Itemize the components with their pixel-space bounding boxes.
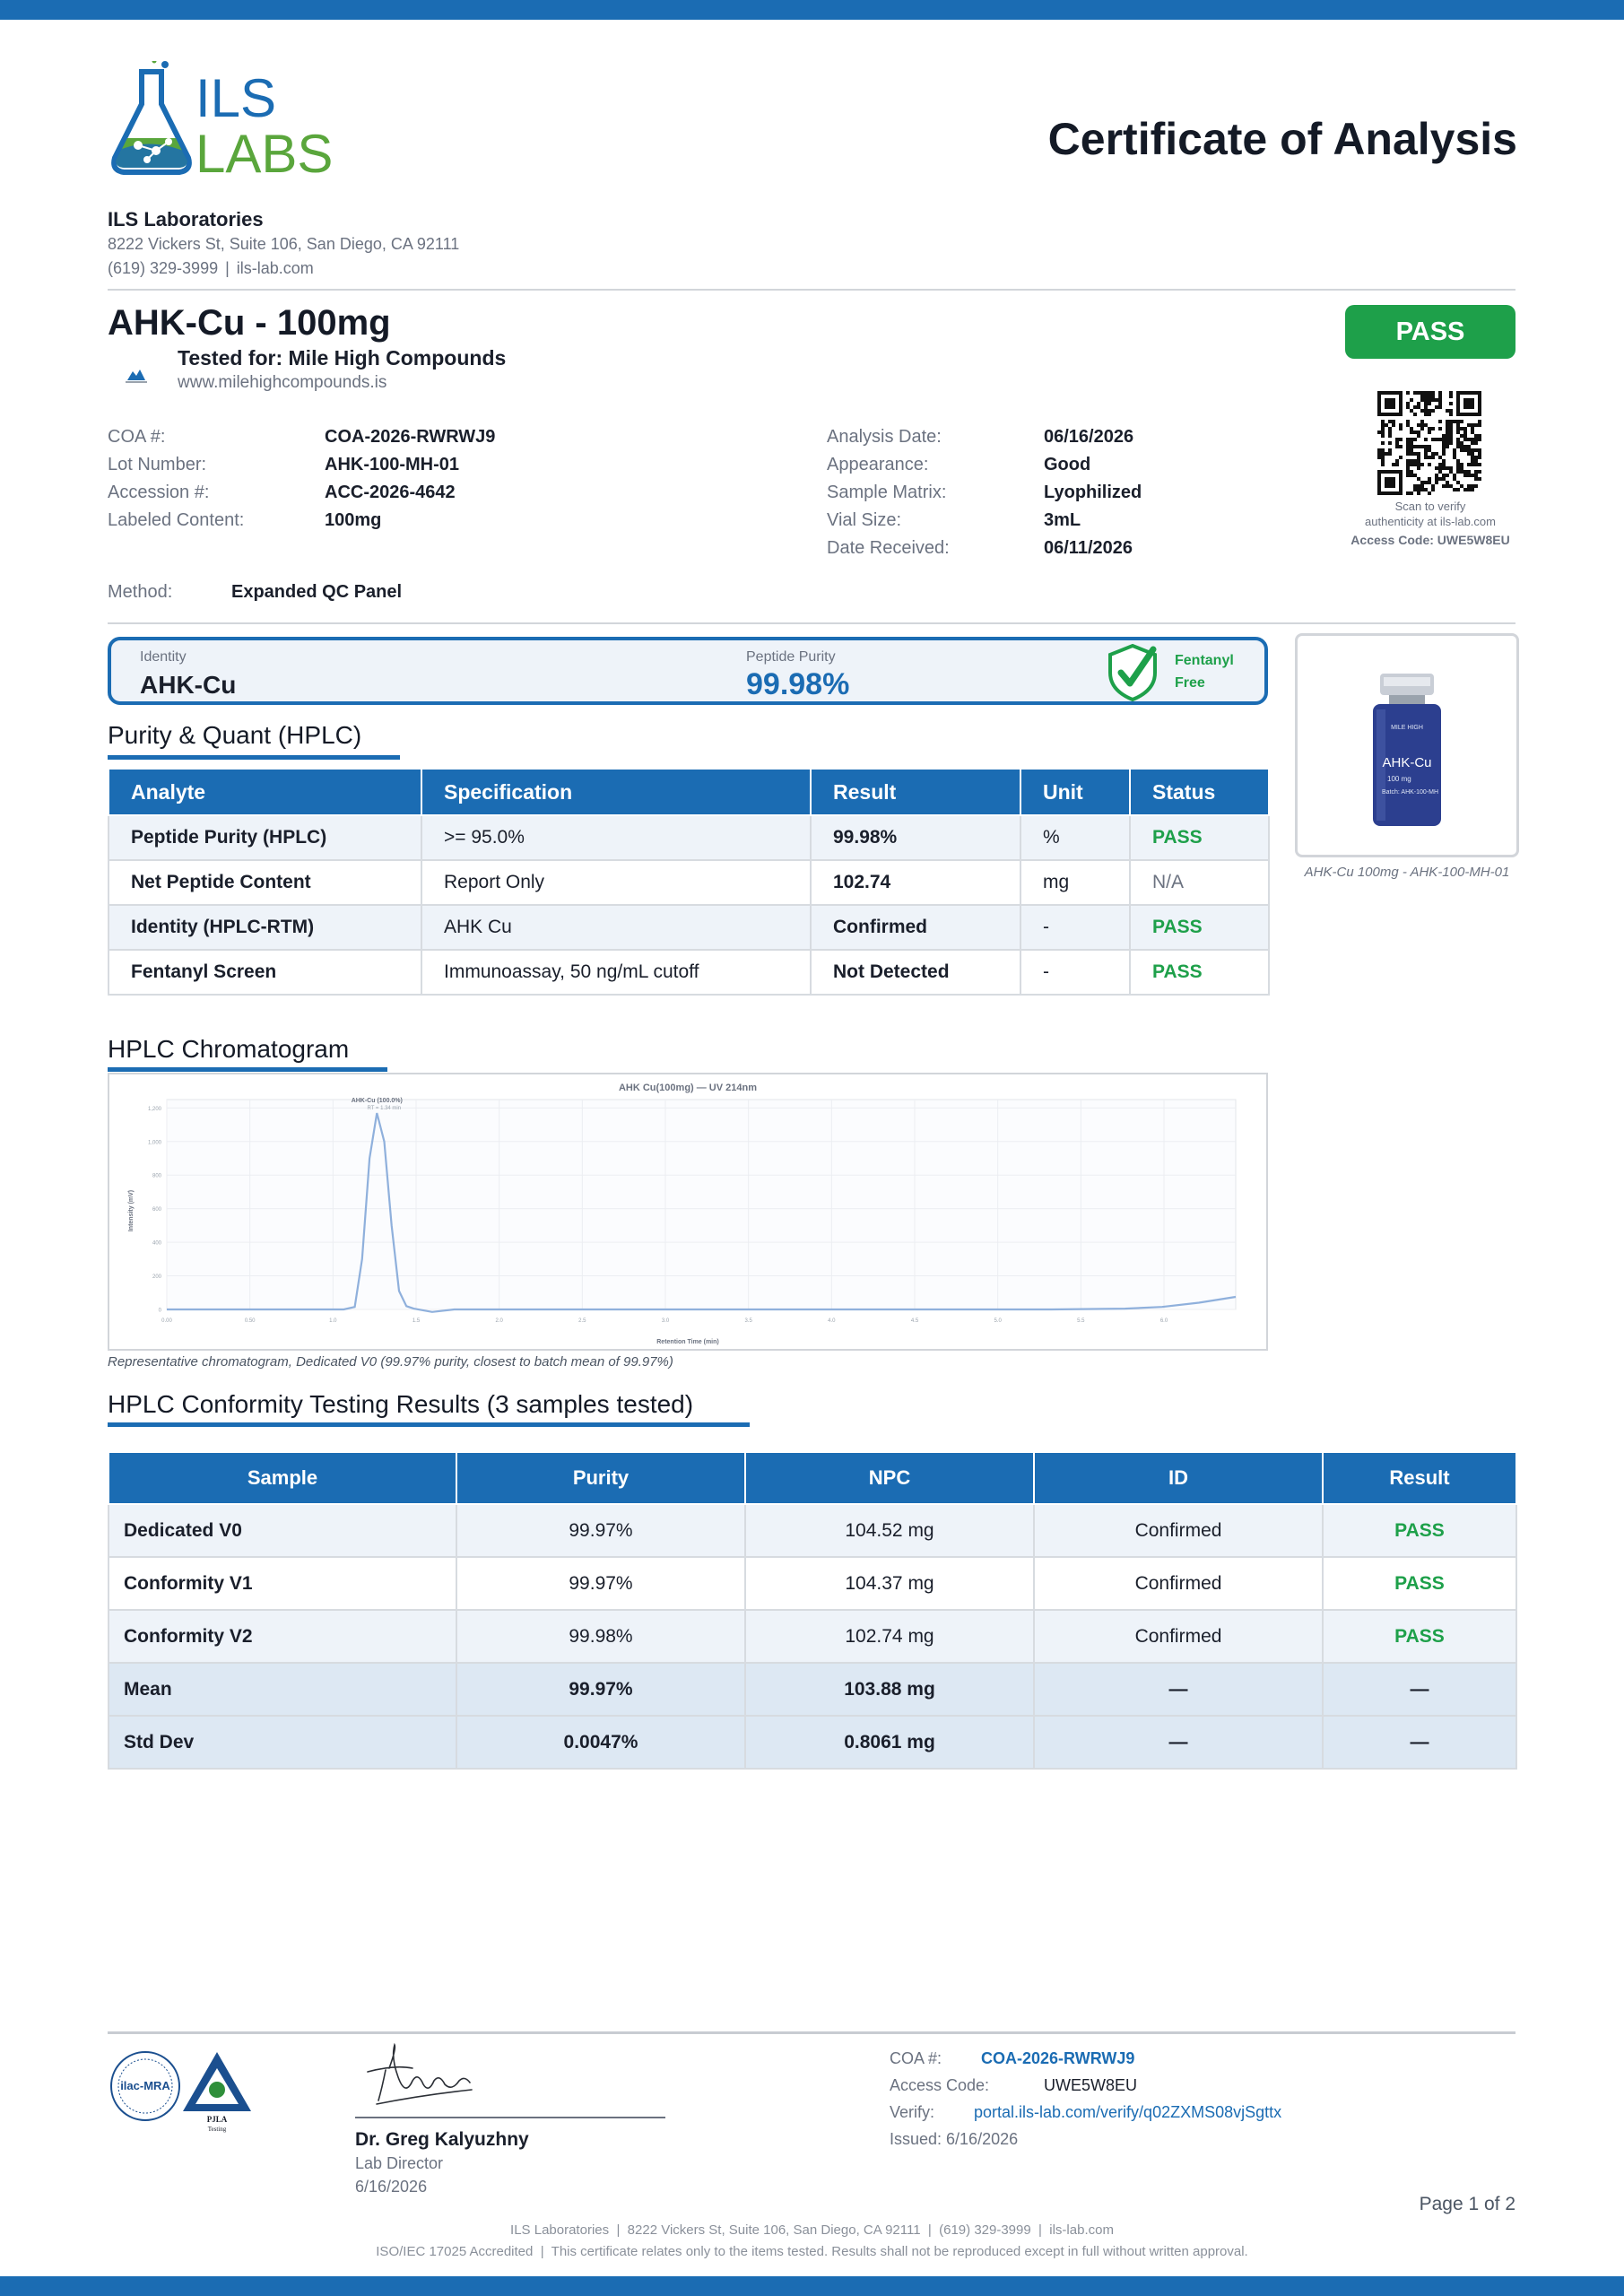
conformity-table — [108, 1451, 1517, 1770]
verify-link[interactable]: portal.ils-lab.com/verify/q02ZXMS08vjSgttx — [974, 2103, 1282, 2121]
x-tick-label: 5.5 — [1077, 1318, 1085, 1324]
labeled-content-label: Labeled Content: — [108, 510, 245, 530]
result-cell: Not Detected — [811, 950, 1020, 995]
result-cell: PASS — [1323, 1504, 1516, 1557]
header-unit: Unit — [1020, 769, 1130, 815]
lot-number-label: Lot Number: — [108, 455, 207, 474]
chart-plot-area — [167, 1097, 1236, 1309]
sample-matrix-value: Lyophilized — [1044, 483, 1142, 502]
y-axis-label: Intensity (mV) — [128, 1189, 135, 1232]
accession-value: ACC-2026-4642 — [325, 483, 456, 502]
shield-check-icon — [1103, 642, 1162, 708]
id-cell: — — [1034, 1716, 1323, 1769]
id-cell: Confirmed — [1034, 1504, 1323, 1557]
pjla-testing-text: Testing — [207, 2126, 227, 2133]
sample-cell: Conformity V2 — [109, 1610, 456, 1663]
footer-coa-label: COA #: — [890, 2049, 942, 2067]
y-tick-label: 0 — [158, 1308, 161, 1314]
sample-cell: Std Dev — [109, 1716, 456, 1769]
logo-text-labs: LABS — [195, 124, 334, 182]
footer-coa-value: COA-2026-RWRWJ9 — [981, 2049, 1135, 2067]
lab-name: ILS Laboratories — [108, 208, 264, 230]
footer-verify-label: Verify: — [890, 2103, 935, 2121]
identity-value: AHK-Cu — [140, 671, 237, 699]
specification-cell: Report Only — [421, 860, 811, 905]
vial-brand-text: MILE HIGH — [1391, 725, 1423, 731]
qr-scan-text: Scan to verify — [1394, 500, 1466, 513]
result-cell: 102.74 — [811, 860, 1020, 905]
table-row — [109, 815, 1269, 860]
purity-cell: 99.97% — [456, 1504, 745, 1557]
method-value: Expanded QC Panel — [231, 582, 403, 602]
table-row — [109, 1504, 1516, 1557]
status-cell: PASS — [1130, 905, 1269, 950]
free-text: Free — [1175, 675, 1205, 691]
product-image-caption: AHK-Cu 100mg - AHK-100-MH-01 — [1304, 865, 1510, 880]
pjla-text: PJLA — [206, 2115, 228, 2124]
sample-cell: Mean — [109, 1663, 456, 1716]
header-specification: Specification — [421, 769, 811, 815]
fentanyl-text: Fentanyl — [1175, 653, 1234, 668]
x-tick-label: 5.0 — [994, 1318, 1002, 1324]
chromatogram-caption: Representative chromatogram, Dedicated V0 (99.97% purity, closest to batch mean of 99.97%) — [108, 1354, 673, 1370]
y-tick-label: 400 — [152, 1240, 161, 1247]
y-tick-label: 200 — [152, 1274, 161, 1281]
x-tick-label: 0.00 — [161, 1318, 172, 1324]
peptide-purity-value: 99.98% — [746, 667, 850, 701]
identity-label: Identity — [140, 649, 187, 665]
table-row — [109, 905, 1269, 950]
x-tick-label: 2.5 — [578, 1318, 586, 1324]
header-result: Result — [1323, 1452, 1516, 1504]
summary-row-std-dev — [109, 1716, 1516, 1769]
vial-image — [1298, 636, 1516, 855]
coa-number-label: COA #: — [108, 427, 166, 447]
specification-cell: Immunoassay, 50 ng/mL cutoff — [421, 950, 811, 995]
labeled-content-value: 100mg — [325, 510, 382, 530]
info-divider — [108, 622, 1515, 624]
footer-lab-info: ILS Laboratories | 8222 Vickers St, Suite 106, San Diego, CA 92111 | (619) 329-3999 | ils-lab.com — [510, 2222, 1114, 2238]
ilac-mra-text: ilac-MRA — [120, 2079, 170, 2092]
x-tick-label: 1.0 — [329, 1318, 337, 1324]
conformity-section-title: HPLC Conformity Testing Results (3 samples tested) — [108, 1390, 694, 1418]
result-cell: 99.98% — [811, 815, 1020, 860]
header-result: Result — [811, 769, 1020, 815]
product-title: AHK-Cu - 100mg — [108, 303, 391, 343]
qr-authenticity-text: authenticity at ils-lab.com — [1365, 515, 1496, 528]
client-logo-icon — [124, 364, 149, 386]
table-row — [109, 1557, 1516, 1610]
purity-cell: 99.97% — [456, 1663, 745, 1716]
client-url-link[interactable]: www.milehighcompounds.is — [178, 373, 387, 392]
signer-role: Lab Director — [355, 2154, 444, 2172]
vial-label-text: AHK-Cu — [1382, 755, 1432, 770]
peptide-purity-label: Peptide Purity — [746, 649, 836, 665]
sample-matrix-label: Sample Matrix: — [827, 483, 947, 502]
y-tick-label: 800 — [152, 1173, 161, 1179]
npc-cell: 103.88 mg — [745, 1663, 1034, 1716]
header-status: Status — [1130, 769, 1269, 815]
footer-access-value: UWE5W8EU — [1044, 2076, 1138, 2094]
x-tick-label: 3.0 — [661, 1318, 670, 1324]
unit-cell: - — [1020, 950, 1130, 995]
top-accent-bar — [0, 0, 1624, 20]
result-cell: — — [1323, 1716, 1516, 1769]
vial-size-label: Vial Size: — [827, 510, 902, 530]
conformity-section-underline — [108, 1422, 750, 1427]
signature-line — [355, 2117, 665, 2118]
ilac-mra-icon — [111, 2052, 179, 2120]
footer-divider — [108, 2031, 1515, 2034]
header-id: ID — [1034, 1452, 1323, 1504]
coa-number-value: COA-2026-RWRWJ9 — [325, 427, 496, 447]
id-cell: Confirmed — [1034, 1610, 1323, 1663]
lot-number-value: AHK-100-MH-01 — [325, 455, 460, 474]
lab-contact — [108, 259, 314, 278]
analysis-date-label: Analysis Date: — [827, 427, 942, 447]
y-tick-label: 1,000 — [147, 1140, 161, 1146]
header-sample: Sample — [109, 1452, 456, 1504]
table-row — [109, 950, 1269, 995]
x-tick-label: 0.50 — [244, 1318, 256, 1324]
table-row — [109, 860, 1269, 905]
conformity-table-header — [109, 1452, 1516, 1504]
npc-cell: 102.74 mg — [745, 1610, 1034, 1663]
result-cell: PASS — [1323, 1557, 1516, 1610]
header-divider — [108, 289, 1515, 291]
result-cell: — — [1323, 1663, 1516, 1716]
vial-size-value: 3mL — [1044, 510, 1081, 530]
identity-summary-box — [108, 637, 1268, 705]
table-row — [109, 1610, 1516, 1663]
analysis-date-value: 06/16/2026 — [1044, 427, 1134, 447]
npc-cell: 0.8061 mg — [745, 1716, 1034, 1769]
purity-table — [108, 768, 1270, 996]
chromatogram-svg — [109, 1074, 1266, 1349]
fentanyl-free-label — [1175, 649, 1234, 694]
result-cell: PASS — [1323, 1610, 1516, 1663]
appearance-label: Appearance: — [827, 455, 929, 474]
lab-address: 8222 Vickers St, Suite 106, San Diego, CA 92111 — [108, 235, 460, 253]
x-tick-label: 2.0 — [495, 1318, 503, 1324]
qr-code-icon[interactable] — [1377, 391, 1481, 495]
y-tick-label: 1,200 — [147, 1106, 161, 1112]
sample-cell: Dedicated V0 — [109, 1504, 456, 1557]
product-image-card — [1295, 633, 1519, 857]
analyte-cell: Identity (HPLC-RTM) — [109, 905, 421, 950]
accreditation-logos — [108, 2048, 260, 2139]
purity-cell: 99.98% — [456, 1610, 745, 1663]
lab-website-link[interactable]: ils-lab.com — [236, 259, 314, 277]
page-number: Page 1 of 2 — [1419, 2194, 1515, 2214]
purity-table-header — [109, 769, 1269, 815]
header-npc: NPC — [745, 1452, 1034, 1504]
x-tick-label: 1.5 — [412, 1318, 421, 1324]
bottom-accent-bar — [0, 2276, 1624, 2296]
chart-title: AHK Cu(100mg) — UV 214nm — [618, 1083, 758, 1093]
footer-issued: Issued: 6/16/2026 — [890, 2130, 1019, 2148]
document-title: Certificate of Analysis — [1047, 114, 1517, 164]
pjla-icon — [183, 2052, 251, 2133]
y-tick-label: 600 — [152, 1207, 161, 1213]
specification-cell: >= 95.0% — [421, 815, 811, 860]
summary-row-mean — [109, 1663, 1516, 1716]
unit-cell: mg — [1020, 860, 1130, 905]
signer-name: Dr. Greg Kalyuzhny — [355, 2129, 529, 2150]
separator: | — [225, 259, 230, 277]
npc-cell: 104.52 mg — [745, 1504, 1034, 1557]
accession-label: Accession #: — [108, 483, 210, 502]
specification-cell: AHK Cu — [421, 905, 811, 950]
unit-cell: - — [1020, 905, 1130, 950]
sample-cell: Conformity V1 — [109, 1557, 456, 1610]
purity-cell: 99.97% — [456, 1557, 745, 1610]
signer-date: 6/16/2026 — [355, 2178, 428, 2196]
vial-dose-text: 100 mg — [1387, 775, 1411, 783]
x-tick-label: 4.0 — [828, 1318, 836, 1324]
x-axis-label: Retention Time (min) — [656, 1339, 719, 1345]
appearance-value: Good — [1044, 455, 1091, 474]
x-tick-label: 4.5 — [910, 1318, 919, 1324]
npc-cell: 104.37 mg — [745, 1557, 1034, 1610]
x-tick-label: 6.0 — [1159, 1318, 1168, 1324]
lab-phone: (619) 329-3999 — [108, 259, 219, 277]
id-cell: — — [1034, 1663, 1323, 1716]
method-label: Method: — [108, 582, 173, 602]
chromatogram-section-title: HPLC Chromatogram — [108, 1035, 350, 1063]
peak-label: AHK-Cu (100.0%) — [351, 1097, 403, 1104]
analyte-cell: Net Peptide Content — [109, 860, 421, 905]
result-cell: Confirmed — [811, 905, 1020, 950]
date-received-label: Date Received: — [827, 538, 950, 558]
tested-for: Tested for: Mile High Compounds — [178, 346, 507, 370]
x-tick-label: 3.5 — [744, 1318, 752, 1324]
signature-image — [359, 2041, 484, 2118]
qr-access-code: Access Code: UWE5W8EU — [1350, 533, 1510, 547]
purity-section-underline — [108, 755, 400, 760]
status-cell: PASS — [1130, 950, 1269, 995]
unit-cell: % — [1020, 815, 1130, 860]
status-cell: N/A — [1130, 860, 1269, 905]
header-purity: Purity — [456, 1452, 745, 1504]
footer-access-label: Access Code: — [890, 2076, 990, 2094]
id-cell: Confirmed — [1034, 1557, 1323, 1610]
vial-batch-text: Batch: AHK-100-MH — [1382, 789, 1439, 796]
status-cell: PASS — [1130, 815, 1269, 860]
analyte-cell: Peptide Purity (HPLC) — [109, 815, 421, 860]
date-received-value: 06/11/2026 — [1044, 538, 1133, 558]
purity-section-title: Purity & Quant (HPLC) — [108, 721, 362, 749]
ils-labs-logo — [106, 61, 357, 182]
analyte-cell: Fentanyl Screen — [109, 950, 421, 995]
qr-caption — [1327, 499, 1533, 529]
footer-disclaimer: ISO/IEC 17025 Accredited | This certificate relates only to the items tested. Results shall not be reproduced except in full without written approval. — [376, 2244, 1248, 2259]
purity-cell: 0.0047% — [456, 1716, 745, 1769]
pass-status-badge: PASS — [1345, 305, 1515, 359]
chromatogram-section-underline — [108, 1067, 387, 1072]
chromatogram-chart — [108, 1073, 1268, 1351]
header-analyte: Analyte — [109, 769, 421, 815]
peak-sublabel: RT = 1.34 min — [367, 1105, 402, 1111]
logo-text-ils: ILS — [195, 68, 277, 128]
